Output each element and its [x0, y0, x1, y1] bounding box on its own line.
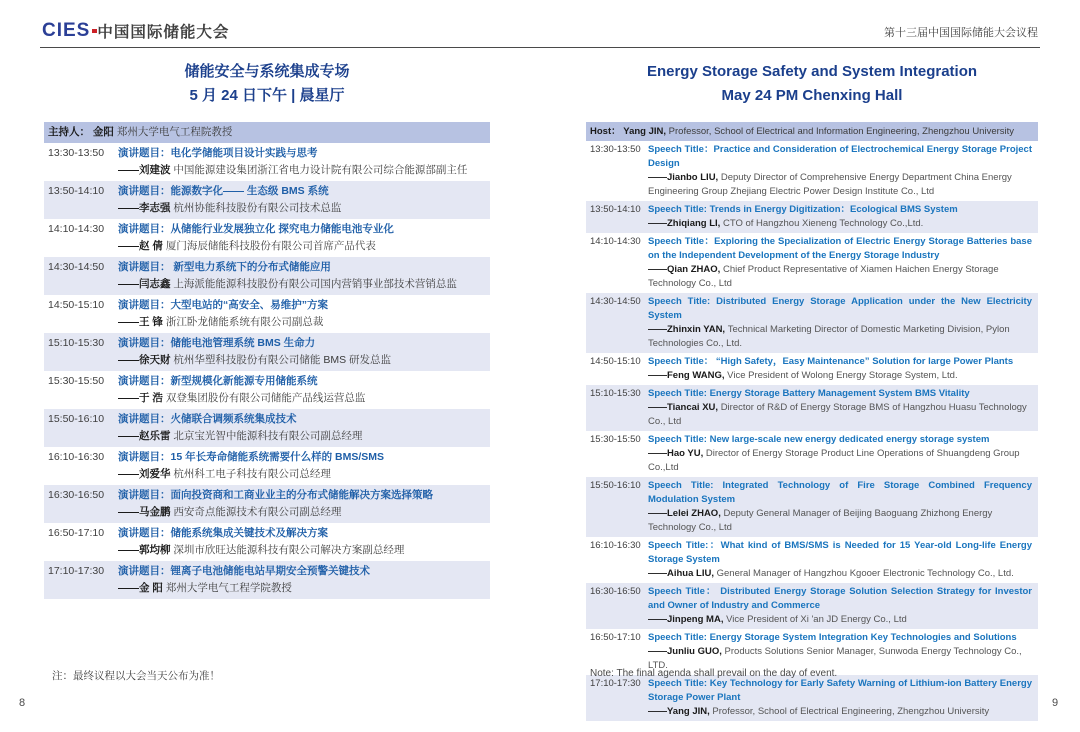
speaker-line: [648, 567, 1032, 581]
speaker-affiliation: 中国能源建设集团浙江省电力设计院有限公司综合能源部副主任: [173, 164, 468, 176]
speaker-affiliation: 杭州协能科技股份有限公司技术总监: [173, 202, 342, 214]
speaker-name: ——闫志鑫: [118, 278, 174, 290]
agenda-row: [586, 477, 1038, 537]
speaker-name: ——Tiancai XU,: [648, 402, 721, 413]
speaker-line: [648, 401, 1032, 429]
row-content: [118, 145, 484, 179]
speech-title: Speech Title： Distributed Energy Storage Solution Selection Strategy for Investor and Owner of Industry and Commerce: [648, 586, 1032, 611]
session-title-line1: Energy Storage Safety and System Integration: [646, 63, 978, 80]
agenda-row: [586, 675, 1038, 721]
row-content: [648, 355, 1032, 383]
agenda-row: [44, 257, 490, 295]
speaker-affiliation: Vice President of Xi 'an JD Energy Co., Ltd: [726, 614, 907, 625]
speaker-name: ——Jianbo LIU,: [648, 172, 721, 183]
agenda-row: [586, 385, 1038, 431]
time-slot: 13:50-14:10: [590, 204, 641, 215]
speaker-line: [118, 428, 484, 445]
time-slot: 15:10-15:30: [48, 337, 105, 349]
speaker-name: ——徐天财: [118, 354, 174, 366]
time-slot: 16:10-16:30: [48, 451, 105, 463]
time-slot: 14:10-14:30: [590, 236, 641, 247]
speaker-name: ——赵 倩: [118, 240, 166, 252]
time-slot: 16:50-17:10: [590, 632, 641, 643]
speaker-name: ——Hao YU,: [648, 448, 706, 459]
speech-title: Speech Title： “High Safety，Easy Maintenance” Solution for large Power Plants: [648, 356, 1014, 367]
host-row: [44, 122, 490, 143]
speech-title: 演讲题目：大型电站的“高安全、易维护”方案: [118, 299, 328, 311]
speech-title: 演讲题目：能源数字化—— 生态级 BMS 系统: [118, 185, 329, 197]
speaker-line: [648, 447, 1032, 475]
host-name: 金阳: [92, 126, 114, 138]
time-slot: 15:10-15:30: [590, 388, 641, 399]
time-slot: 16:10-16:30: [590, 540, 641, 551]
row-content: [648, 387, 1032, 429]
row-content: [648, 143, 1032, 199]
row-content: [648, 433, 1032, 475]
speaker-name: ——马金鹏: [118, 506, 174, 518]
speaker-line: [648, 217, 1032, 231]
row-content: [118, 335, 484, 369]
speech-title: 演讲题目：15 年长寿命储能系统需要什么样的 BMS/SMS: [118, 451, 385, 463]
session-title-line2: 5 月 24 日下午 | 晨星厅: [189, 87, 345, 104]
time-slot: 15:50-16:10: [48, 413, 105, 425]
speaker-name: ——金 阳: [118, 582, 166, 594]
speaker-name: ——李志强: [118, 202, 174, 214]
speaker-line: [118, 542, 484, 559]
row-content: [118, 487, 484, 521]
speaker-name: ——刘爱华: [118, 468, 174, 480]
agenda-row: [44, 295, 490, 333]
time-slot: 13:50-14:10: [48, 185, 105, 197]
time-slot: 15:30-15:50: [590, 434, 641, 445]
speaker-name: ——Lelei ZHAO,: [648, 508, 724, 519]
host-affiliation: Professor, School of Electrical and Information Engineering, Zhengzhou University: [668, 126, 1015, 137]
speaker-line: [648, 323, 1032, 351]
time-slot: 17:10-17:30: [590, 678, 641, 689]
footer-note-en: Note: The final agenda shall prevail on the day of event.: [590, 668, 838, 679]
agenda-row: [586, 353, 1038, 385]
speaker-line: [118, 466, 484, 483]
host-row: [586, 122, 1038, 141]
speech-title: 演讲题目：锂离子电池储能电站早期安全预警关键技术: [118, 565, 370, 577]
speaker-line: [648, 263, 1032, 291]
host-name: Yang JIN,: [623, 126, 667, 137]
speaker-name: ——Yang JIN,: [648, 706, 713, 717]
speaker-line: [648, 369, 1032, 383]
speaker-affiliation: CTO of Hangzhou Xieneng Technology Co.,Ltd.: [722, 218, 924, 229]
row-content: [118, 183, 484, 217]
row-content: [648, 235, 1032, 291]
page-left-chinese: [44, 60, 490, 721]
cies-logo: [42, 20, 229, 42]
row-content: [648, 479, 1032, 535]
speaker-line: [648, 705, 1032, 719]
agenda-table-cn: [44, 122, 490, 599]
time-slot: 14:50-15:10: [48, 299, 105, 311]
speech-title: 演讲题目：储能电池管理系统 BMS 生命力: [118, 337, 316, 349]
speaker-affiliation: General Manager of Hangzhou Kgooer Electronic Technology Co., Ltd.: [716, 568, 1014, 579]
agenda-row: [44, 409, 490, 447]
agenda-rows-en: [586, 141, 1038, 721]
speaker-affiliation: Deputy General Manager of Beijing Baoguang Zhizhong Energy Technology Co., Ltd: [648, 508, 993, 533]
speaker-line: [648, 171, 1032, 199]
agenda-row: [44, 371, 490, 409]
speaker-line: [118, 504, 484, 521]
speech-title: Speech Title：Practice and Consideration of Electrochemical Energy Storage Project Design: [648, 144, 1032, 169]
speaker-affiliation: 杭州科工电子科技有限公司总经理: [173, 468, 331, 480]
agenda-row: [44, 523, 490, 561]
row-content: [118, 259, 484, 293]
speaker-line: [118, 314, 484, 331]
host-label: 主持人：: [48, 126, 90, 138]
time-slot: 15:30-15:50: [48, 375, 105, 387]
speaker-name: ——Aihua LIU,: [648, 568, 717, 579]
cies-logo-text: CIES: [42, 20, 91, 41]
row-content: [648, 677, 1032, 719]
speaker-affiliation: 西安奇点能源技术有限公司副总经理: [173, 506, 342, 518]
speech-title: Speech Title: Trends in Energy Digitization：Ecological BMS System: [648, 204, 958, 215]
speaker-name: ——Zhiqiang LI,: [648, 218, 723, 229]
session-title-cn: [44, 60, 490, 108]
speech-title: Speech Title: Key Technology for Early Safety Warning of Lithium-ion Battery Energy Storage Power Plant: [648, 678, 1032, 703]
speaker-affiliation: Deputy Director of Comprehensive Energy Department China Energy Engineering Group Zhejiang Electric Power Design Institute Co., Ltd: [648, 172, 1012, 197]
speaker-affiliation: Professor, School of Electrical Engineering, Zhengzhou University: [712, 706, 990, 717]
row-content: [648, 203, 1032, 231]
row-content: [118, 525, 484, 559]
host-affiliation: 郑州大学电气工程院教授: [116, 126, 233, 138]
speaker-name: ——赵乐雷: [118, 430, 174, 442]
agenda-row: [586, 537, 1038, 583]
speaker-name: ——Qian ZHAO,: [648, 264, 723, 275]
footer-note-cn: 注：最终议程以大会当天公布为准！: [52, 670, 220, 682]
time-slot: 16:50-17:10: [48, 527, 105, 539]
agenda-row: [44, 219, 490, 257]
speaker-affiliation: 北京宝光智中能源科技有限公司副总经理: [173, 430, 363, 442]
agenda-row: [44, 143, 490, 181]
session-title-line1: 储能安全与系统集成专场: [184, 63, 350, 80]
page-number-left: 8: [19, 697, 26, 709]
speech-title: 演讲题目：储能系统集成关键技术及解决方案: [118, 527, 328, 539]
agenda-row: [586, 201, 1038, 233]
speech-title: Speech Title: Integrated Technology of Fire Storage Combined Frequency Modulation System: [648, 480, 1032, 505]
speaker-line: [118, 200, 484, 217]
row-content: [118, 449, 484, 483]
speech-title: Speech Title: Energy Storage System Integration Key Technologies and Solutions: [648, 632, 1017, 643]
speaker-affiliation: Technical Marketing Director of Domestic Marketing Division, Pylon Technologies Co., Ltd.: [648, 324, 1010, 349]
speaker-line: [118, 390, 484, 407]
speaker-line: [118, 276, 484, 293]
speaker-name: ——Junliu GUO,: [648, 646, 725, 657]
session-title-en: [586, 60, 1038, 108]
speech-title: 演讲题目：火储联合调频系统集成技术: [118, 413, 297, 425]
page-number-right: 9: [1052, 697, 1059, 709]
speaker-affiliation: Chief Product Representative of Xiamen Haichen Energy Storage Technology Co., Ltd: [648, 264, 999, 289]
time-slot: 14:30-14:50: [48, 261, 105, 273]
speaker-affiliation: Director of Energy Storage Product Line Operations of Shuangdeng Group Co.,Ltd: [648, 448, 1020, 473]
agenda-row: [44, 485, 490, 523]
speech-title: Speech Title：Exploring the Specialization of Electric Energy Storage Batteries base on the Independent Development of the Energy Storage Industry: [648, 236, 1032, 261]
agenda-row: [586, 431, 1038, 477]
speaker-affiliation: Vice President of Wolong Energy Storage System, Ltd.: [727, 370, 958, 381]
agenda-header-label: 第十三届中国国际储能大会议程: [884, 27, 1038, 39]
speaker-affiliation: 深圳市欣旺达能源科技有限公司解决方案副总经理: [173, 544, 405, 556]
time-slot: 13:30-13:50: [590, 144, 641, 155]
speech-title: 演讲题目：面向投资商和工商业业主的分布式储能解决方案选择策略: [118, 489, 433, 501]
speaker-name: ——Jinpeng MA,: [648, 614, 727, 625]
logo-chinese-text: 中国国际储能大会: [97, 24, 230, 41]
two-page-spread: [0, 48, 1080, 721]
speaker-name: ——Feng WANG,: [648, 370, 728, 381]
speech-title: Speech Title: Energy Storage Battery Management System BMS Vitality: [648, 388, 970, 399]
speaker-affiliation: 厦门海辰储能科技股份有限公司首席产品代表: [165, 240, 376, 252]
logo-red-accent-icon: [92, 29, 97, 33]
speech-title: Speech Title: New large-scale new energy dedicated energy storage system: [648, 434, 990, 445]
speech-title: 演讲题目：从储能行业发展独立化 探究电力储能电池专业化: [118, 223, 394, 235]
session-title-line2: May 24 PM Chenxing Hall: [721, 87, 903, 104]
speaker-name: ——Zhinxin YAN,: [648, 324, 728, 335]
time-slot: 16:30-16:50: [590, 586, 641, 597]
speech-title: Speech Title:：What kind of BMS/SMS is Needed for 15 Year-old Long-life Energy Storage System: [648, 540, 1032, 565]
time-slot: 14:50-15:10: [590, 356, 641, 367]
row-content: [648, 585, 1032, 627]
page-header: [0, 0, 1080, 42]
row-content: [118, 563, 484, 597]
agenda-row: [586, 233, 1038, 293]
speech-title: 演讲题目： 新型电力系统下的分布式储能应用: [118, 261, 331, 273]
speaker-name: ——于 浩: [118, 392, 166, 404]
agenda-row: [44, 333, 490, 371]
speaker-name: ——刘建波: [118, 164, 174, 176]
row-content: [118, 411, 484, 445]
page-right-english: [586, 60, 1038, 721]
agenda-table-en: [586, 122, 1038, 721]
speech-title: 演讲题目：电化学储能项目设计实践与思考: [118, 147, 318, 159]
speaker-line: [118, 162, 484, 179]
host-label: Host：: [590, 126, 621, 137]
speaker-line: [118, 580, 484, 597]
speech-title: 演讲题目：新型规模化新能源专用储能系统: [118, 375, 318, 387]
speaker-name: ——郭均柳: [118, 544, 174, 556]
row-content: [648, 631, 1032, 673]
speaker-name: ——王 锋: [118, 316, 166, 328]
agenda-row: [44, 447, 490, 485]
speaker-affiliation: 杭州华塑科技股份有限公司储能 BMS 研发总监: [173, 354, 392, 366]
time-slot: 14:30-14:50: [590, 296, 641, 307]
row-content: [118, 221, 484, 255]
speaker-affiliation: Director of R&D of Energy Storage BMS of Hangzhou Huasu Technology Co., Ltd: [648, 402, 1027, 427]
speaker-line: [648, 507, 1032, 535]
speaker-affiliation: 双登集团股份有限公司储能产品线运营总监: [165, 392, 366, 404]
agenda-rows-cn: [44, 143, 490, 599]
speech-title: Speech Title: Distributed Energy Storage Application under the New Electricity System: [648, 296, 1032, 321]
row-content: [648, 295, 1032, 351]
speaker-affiliation: 郑州大学电气工程学院教授: [165, 582, 292, 594]
time-slot: 16:30-16:50: [48, 489, 105, 501]
time-slot: 15:50-16:10: [590, 480, 641, 491]
row-content: [648, 539, 1032, 581]
speaker-line: [648, 613, 1032, 627]
speaker-affiliation: 上海派能能源科技股份有限公司国内营销事业部技术营销总监: [173, 278, 457, 290]
speaker-affiliation: Products Solutions Senior Manager, Sunwoda Energy Technology Co., LTD.: [648, 646, 1022, 671]
row-content: [118, 297, 484, 331]
time-slot: 13:30-13:50: [48, 147, 105, 159]
agenda-row: [586, 141, 1038, 201]
agenda-row: [586, 583, 1038, 629]
time-slot: 14:10-14:30: [48, 223, 105, 235]
speaker-line: [118, 352, 484, 369]
agenda-row: [44, 181, 490, 219]
agenda-row: [586, 293, 1038, 353]
row-content: [118, 373, 484, 407]
time-slot: 17:10-17:30: [48, 565, 105, 577]
agenda-row: [44, 561, 490, 599]
speaker-affiliation: 浙江卧龙储能系统有限公司副总裁: [165, 316, 324, 328]
speaker-line: [118, 238, 484, 255]
